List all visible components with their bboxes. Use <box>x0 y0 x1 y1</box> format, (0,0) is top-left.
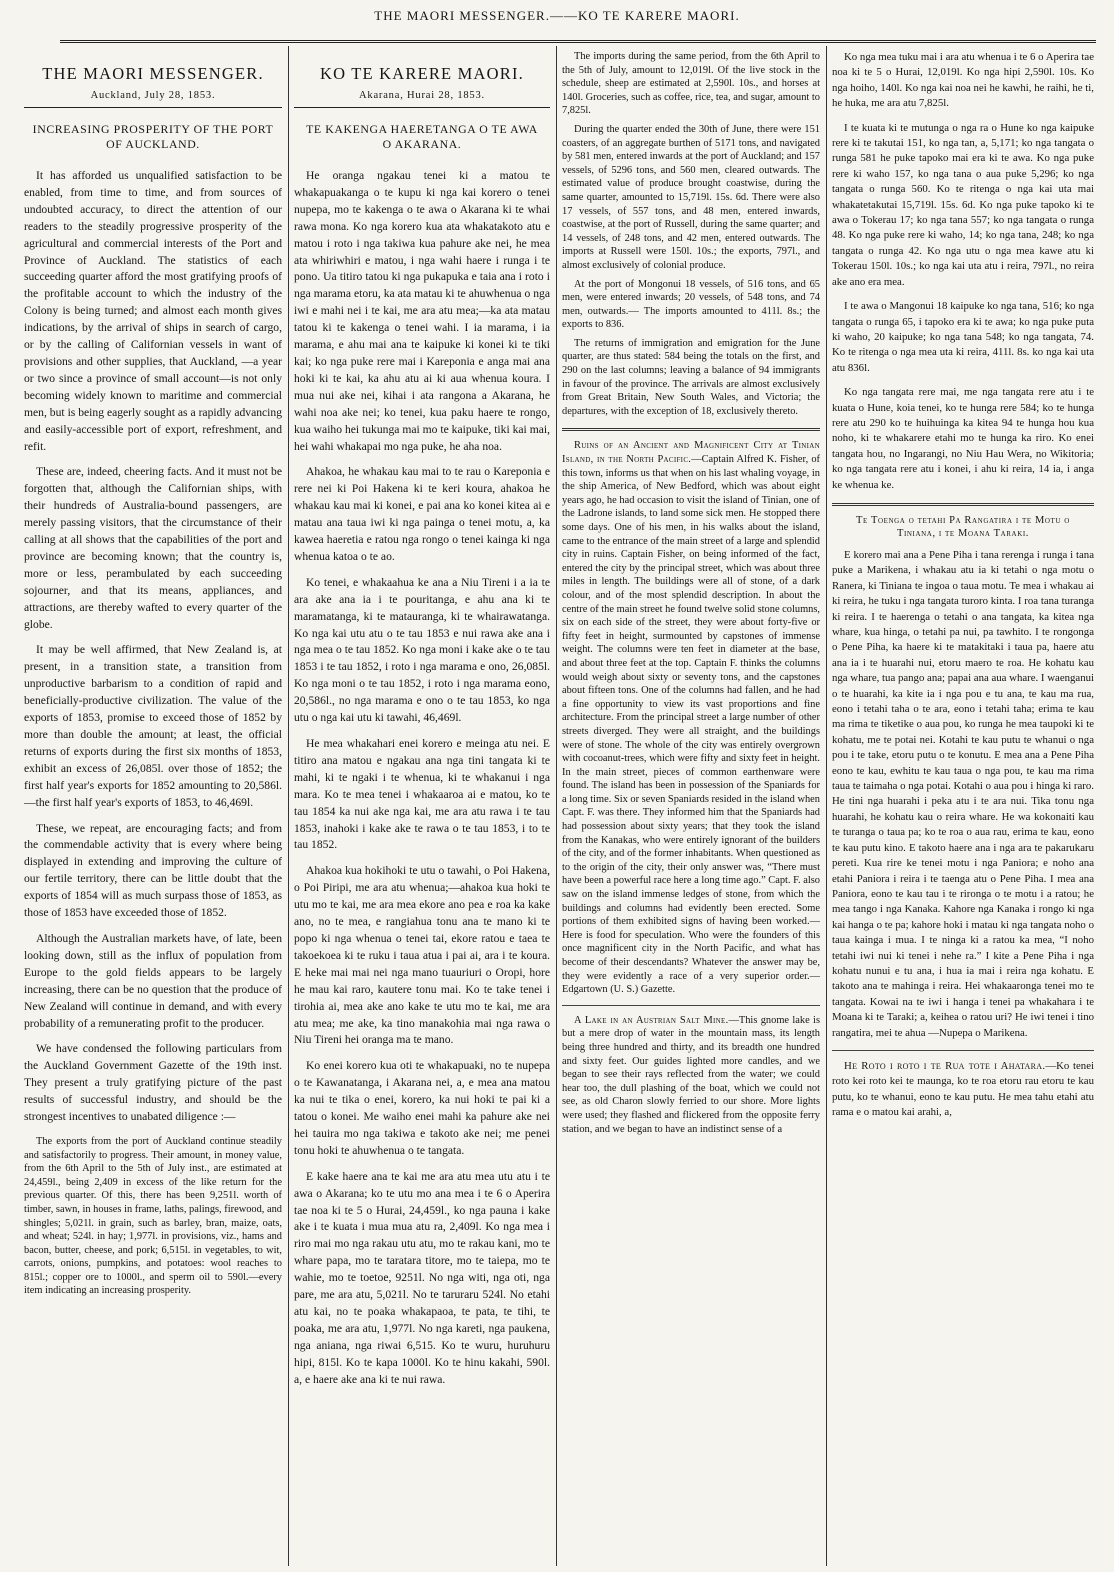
column-rule <box>288 46 289 1566</box>
article-paragraph: These are, indeed, cheering facts. And it must not be forgotten that, although the Californian ships, with their hundreds of Australia-bound passengers, are merely passing visitors, that the circumstance of their calling at all shows that the capabilities of the port and province are becoming known; that the country is, more or less, perambulated by each succeeding sojourner, and that its means, appliances, and attractions, are thereby wafted to every quarter of the globe. <box>24 465 282 631</box>
top-rule <box>60 40 1096 43</box>
gazette-paragraph: The imports during the same period, from the 6th April to the 5th of July, amount to 12,019l. Of the live stock in the schedule, sheep are estimated at 2,590l. 10s., and horses at 140l. Groceries, such as coffee, rice, tea, and sugar, amount to 7,825l. <box>562 51 820 117</box>
ruins-article <box>562 439 820 996</box>
article-paragraph: It may be well affirmed, that New Zealand is, at present, in a transition state, a transition from unproductive barbarism to a condition of rapid and beneficially-productive civilization. The value of the exports of 1853, promise to exceed those of 1852 by more than double the amount; at least, the official returns of exports during the first six months of 1853, exhibit an excess of 26,085l. over those of 1852; the first half year's exports for 1852 amounting to 20,586l. —the first half year's exports of 1853, to 46,469l. <box>24 643 282 809</box>
item-divider <box>562 1005 820 1006</box>
gazette-paragraph: The exports from the port of Auckland continue steadily and satisfactorily to progress. Their amount, in money value, from the 6th April to the 5th of July inst., are estimated at 24,459l., being 2,409 in excess of the like return for the previous quarter. Of this, there has been 9,251l. worth of timber, sawn, in houses in frame, laths, palings, firewood, and shingles; 5,021l. in grain, such as barley, bran, maize, oats, and wheat; 524l. in hay; 1,977l. in provisions, viz., hams and bacon, butter, cheese, and pork; 6,515l. in vegetables, to wit, carrots, onions, pumpkins, and potatoes: wool reaches to 815l.; copper ore to 1000l., and sperm oil to 590l.—every item indicating an increasing prosperity. <box>24 1135 282 1297</box>
maori-ruins-text: E korero mai ana a Pene Piha i tana rerenga i runga i tana puke a Marikena, i whakau atu ia ki tetahi o nga motu o Ranera, ki Tiniana te ingoa o taua motu. Te mea i whakau ai ki reira, he tuku i nga tangata turoro kinta. I roa tana turanga ki reira. I te haerenga o tetahi o ana tangata, ka kitea nga whare, kua hinga, o tetahi pa nui, pa tawhito. I te rongonga o Pene Piha, ka haere ki te matakitaki i taua pa, haere atu ana ia i te huarahi nui, etoru maero te roa. He kohatu kau nga whare, tua pango ana; papai ana aua whare. I waenganui o te huarahi, ka kite ia i nga pou e tu ana, te kau ma rua, eono i tetahi taha o te ara, eono i tetahi taha; erima te kau ma rima te tiketike o aua pou, ko runga he mea taupoki ki te kohatu, me te potai nei. Kotahi te kau putu te whanui o nga pou i te take, etoru putu o te konutu. E mea ana a Pene Piha eono te kau, ewhitu te kau taua o nga pou, te kau ma rima taua te taimaha o nga potai. Kotahi o aua pou i hinga ki raro. He tini nga huarahi i peka atu i te ara nui. Tika tonu nga huarahi, he kohatu kau o reira whare. He wa kokonaiti kau te turanga o taua pa; ko te roa o aua rau, erima te kau, eono te kau putu kino. E takoto haere ana i nga ara te pakarukaru pereti. Kua rire ke tenei motu i nga Paniora; e noho ana etahi Paniora i reira i te taenga atu o Pene Piha. I mea ana Paniora, eono te kau tau i te rironga o te motu i a ratou; he mea tango i nga Kanaka. Kahore nga Kanaka i rongo ki nga kai hanga o te pa; kahore hoki i matau ki nga tangata noho o taua kainga i mua. I te ninga ki a ratou ka mea, “I noho tetahi iwi nui ki tenei i nehe ra.” I kite a Pene Piha i nga kohatu nunui e tu ana, i hua ia mai i reira nga kohatu. E takoto ana te mahinga i reira. Hei whakaaronga tenei mo te tangata. Kowai na te iwi i hanga i tenei pa whakahara i te Moana ki te Taraki; a, keihea o ratou uri? He iwi tenei i tino rangatira, mei te ahua —Nupepa o Marikena. <box>832 548 1094 1039</box>
maori-lake-text: —Ko tenei roto kei roto kei te maunga, ko te roa etoru rau etoru te kau putu, ko te whanui, eono te kau putu. He mea tahu etahi atu rama e o matou kai arahi, a, <box>832 1059 1094 1119</box>
maori-lake-title: He Roto i roto i te Rua tote i Ahatara. <box>844 1059 1046 1072</box>
section-separator <box>562 428 820 431</box>
english-news-column <box>562 50 820 1564</box>
maori-lake-article <box>832 1059 1094 1121</box>
article-paragraph: He oranga ngakau tenei ki a matou te whakapuakanga o te kupu ki nga kai korero o tenei nupepa, mo te kakenga o te awa o Akarana ki te whai rawa mona. Ko nga korero kua ata whakatakoto atu e matou i roto i nga takiwa kua pahure ake nei, he mea ata whiriwhiri e matou, i nga wahi haere i runga i te pono. Ua titiro tatou ki nga pukapuka e taia ana i roto i nga marama etoru, ka ata matau ki te ahuwhenua o nga iwi e mahi nei i te kai, me ara atu mea;—ka ata matau tatou ki te kakenga o tenei wahi. I ia marama, i ia marama, e ahu mai ana te kaipuke ki konei ki te tiki kai; ko nga puke rere mai i Kareponia e anga mai ana hoki ki te kai, ka ahu atu ai ki aua whenua koura. I mua nui ake nei, kihai i ata rangona a Akarana, he wahi noa ake nei; ko tenei, kua paku haere te rongo, kua waiho hei tukunga mai mo te kaipuke, tiki kai mai, hei wahi whakapai mo nga puke, he aha noa. <box>294 169 550 453</box>
article-paragraph: E kake haere ana te kai me ara atu mea utu atu i te awa o Akarana; ko te utu mo ana mea i te 6 o Aperira tae noa ki te 5 o Hurai, 24,459l., ko nga pauna i kake ake i te kuata i mua mua atu ra, 2,409l. Ko nga mea i riro mai mo nga rakau utu atu, mo te rakau kani, mo te whare papa, mo te taratara titore, mo te taiepa, mo te wahie, mo te toetoe, 9251l. No nga witi, nga oti, nga pare, me ara atu, 5,021l. No te taruraru 524l. No etahi atu kai, no te poaka whakapaoa, te pata, te tihi, te poaka, me ara atu, 1,977l. No nga kareti, nga paukena, nga aniana, nga riwai 6,515. Ko te wuru, huruhuru hipi, 815l. Ko te kapa 1000l. Ko te hinu kakahi, 590l. a, e haere ake ana ki te nui rawa. <box>294 1169 550 1386</box>
article-paragraph: Although the Australian markets have, of late, been looking down, still as the influx of population from Europe to the gold fields appears to be largely increasing, there can be no question that the produce of New Zealand will continue in demand, and with every probability of a remunerating profit to the producer. <box>24 931 282 1030</box>
article-paragraph: Ahakoa kua hokihoki te utu o tawahi, o Poi Hakena, o Poi Piripi, me ara atu whenua;—ahakoa kua hoki te utu mo te kai, me ara mea ekore ano pea e roa ka kake ano, no te mea, e rangiahua tonu ana te mano ki te popo ki nga whenua o tenei tai, ekore ratou e taea te takoekoea ki te ruku i taua atua i pai ai, ara i te koura. E heke mai mai nei nga mano tuauriuri o Oropi, hore he mau kai raro, kautere tonu mai. Ko te take tenei i tirohia ai, mea ake ano kake te utu mo te kai, me ara atu mea; me ake, ka tino manakohia mai nga rawa o Niu Tireni hei oranga ma te mano. <box>294 864 550 1047</box>
salt-mine-article <box>562 1014 820 1136</box>
item-divider <box>832 1050 1094 1051</box>
article-paragraph: He mea whakahari enei korero e meinga atu nei. E titiro ana matou e ngakau ana nga tini tangata ki te mahi, ki te ngaki i te whenua, ki te whakanui i nga mara. Ko te mea tenei i whakaaroa ai e matou, ko te tau 1854 ka nui ake nga kai, me ara atu rawa i te tau 1853, inahoki i kake ake te rawa o te tau 1853, i to te tau 1852. <box>294 737 550 852</box>
ruins-text: —Captain Alfred K. Fisher, of this town, informs us that when on his last whaling voyage, in the ship America, of New Bedford, which was about eight years ago, he had occasion to visit the island of Tinian, one of the Ladrone islands, to land some sick men. He stopped there some days. One of his men, in his walks about the island, came to the entrance of the main street of a large and splendid city in ruins. Captain Fisher, on being informed of the fact, entered the city by the principal street, which was about three miles in length. The buildings were all of stone, of a dark colour, and of the most splendid description. In about the centre of the main street he found twelve solid stone columns, six on each side of the street, they were about forty-five or fifty feet in height, surmounted by capstones of immense weight. The columns were ten feet in diameter at the base, and about three feet at the top. Captain F. thinks the columns would weigh about sixty or seventy tons, and the capstones about fifteen tons. One of the columns had fallen, and he had a fine opportunity to view its vast proportions and fine architecture. From the principal street a large number of other streets diverged. They were all straight, and the buildings were of stone. The whole of the city was entirely overgrown with cocoanut-trees, which were fifty and sixty feet in height. In the main street, pieces of common earthenware were found. The island has been in possession of the Spaniards for a long time. Six or seven Spaniards resided in the island when Capt. F. was there. They informed him that the Spaniards had had possession about sixty years; that they took the island from the Kanakas, who were entirely ignorant of the builders of the city, and of the former inhabitants. When questioned as to the origin of the city, their only answer was, “There must have been a powerful race here a long time ago.” Capt. F. also saw on the island immense ledges of stone, from which the buildings and columns had evidently been erected. Some portions of them exhibited signs of having been worked.—Here is food for speculation. Who were the founders of this once magnificent city in the North Pacific, and what has become of their descendants? Whatever the answer may be, they were evidently a race of a very superior order.—Edgartown (U. S.) Gazette. <box>562 454 820 996</box>
article-paragraph: These, we repeat, are encouraging facts; and from the commendable activity that is every where being displayed in extending and improving the culture of our fertile territory, there can be little doubt that the exports of 1854 will as much surpass those of 1853, as those of 1853 have exceeded those of 1852. <box>24 821 282 920</box>
gazette-paragraph: During the quarter ended the 30th of June, there were 151 coasters, of an aggregate burthen of 5171 tons, and navigated by 581 men, entered inwards at the port of Auckland; and 157 vessels, of 5296 tons, and 560 men, cleared outwards. The estimated value of produce brought coastwise, during the same quarter, amounted to 15,719l. 15s. 6d. There were also 17 vessels, of 557 tons, and 48 men, entered inwards, coastwise, at the port of Russell, during the same quarter; and 14 vessels, of 248 tons, and 42 men, entered outwards. The imports at Russell were 150l. 10s.; the exports, 797l., and almost exclusively of colonial produce. <box>562 123 820 271</box>
article-paragraph: Ko tenei, e whakaahua ke ana a Niu Tireni i a ia te ara ake ana ia i te pouritanga, e ahu ana ki te maramatanga, ki te matauranga, ki te whairawatanga. Ko nga kai utu atu o te tau 1853 e nui rawa ake ana i nga mea o te tau 1852. Ko nga moni i kake ake o te tau 1853 i te tau 1852, i roto i nga marama e ono, 26,085l. Ko nga moni o te tau 1852, i roto i nga marama eono, 20,586l., no nga marama e ono o te tau 1853, ko nga utu o nga kai utu ki tawahi, 46,469l. <box>294 575 550 725</box>
salt-mine-title: A Lake in an Austrian Salt Mine. <box>574 1014 729 1026</box>
english-column <box>24 50 282 1564</box>
article-paragraph: I te awa o Mangonui 18 kaipuke ko nga tana, 516; ko nga tangata o runga 65, i tapoko era ki te awa; ko nga puke puta ki waho, 20 kaipuke; ko nga tana 548; ko nga tangata, 74. Ko te ritenga o nga mea uta ki reira, 411l. 8s. ko nga kai uta atu 836l. <box>832 300 1094 374</box>
gazette-extract <box>24 1135 282 1298</box>
english-masthead: THE MAORI MESSENGER. <box>42 64 264 83</box>
running-head: THE MAORI MESSENGER.——KO TE KARERE MAORI. <box>374 8 740 23</box>
ruins-title: Ruins of an Ancient and Magnificent City at Tinian Island, in the North Pacific. <box>562 440 820 466</box>
column-rule <box>826 46 827 1566</box>
article-paragraph: Ko nga mea tuku mai i ara atu whenua i te 6 o Aperira tae noa ki te 5 o Hurai, 12,019l. Ko nga hipi 2,590l. 10s. Ko nga hoiho, 140l. Ko nga kai noa nei he kawhi, he raihi, he ti, he huka, me ara atu 7,825l. <box>832 51 1094 110</box>
gazette-paragraph: The returns of immigration and emigration for the June quarter, are thus stated: 584 being the totals on the first, and 290 on the last columns; leaving a balance of 94 immigrants in favour of the province. The arrivals are almost exclusively from Great Britain, New South Wales, and Victoria; the departures, with the exception of 18, exclusively thereto. <box>562 337 820 417</box>
english-dateline: Auckland, July 28, 1853. <box>24 90 282 108</box>
maori-news-column <box>832 50 1094 1564</box>
article-paragraph: It has afforded us unqualified satisfaction to be enabled, from time to time, and from sources of undoubted accuracy, to direct the attention of our readers to the steadily progressive prosperity of the agricultural and commercial interests of the Port and Province of Auckland. The statistics of each succeeding quarter afford the most gratifying proofs of the profitable account to which the industry of the Colony is being turned; and almost each month gives indications, by the arrival of ships in search of cargo, or by the calling of Californian vessels in want of provisions and other supplies, that Auckland, —a year or two since a province of small account—is not only becoming widely known to maritime and commercial men, but is being eagerly sought as a rapidly advancing and easily-accessible port of export, refreshment, and refit. <box>24 169 282 453</box>
article-paragraph: I te kuata ki te mutunga o nga ra o Hune ko nga kaipuke rere ki te takutai 151, ko nga tan, a, 5,171; ko nga tangata o runga 581 he puke tapoko mai era ki te awa. Ko nga puke rere ki waho 157, ko nga tana o aua puke 5,296; ko nga tangata o runga 560. Ko te ritenga o nga kai uta mai whakatetakutai 15,719l. 15s. 6d. Ko nga puke tapoko ki te awa o Tokerau 17; ko nga tana 557; ko nga tangata o runga 48. Ko nga puke rere ki waho, 14; ko nga tana, 248; ko nga tangata o runga 42. Ko nga utu o nga mea kawe atu ki Tokerau 150l. 10s.; ko nga kai uta atu i reira, 797l., no reira ake ano era mea. <box>832 121 1094 288</box>
maori-masthead: KO TE KARERE MAORI. <box>320 64 524 83</box>
maori-continuation <box>832 50 1094 1121</box>
gazette-paragraph: At the port of Mongonui 18 vessels, of 516 tons, and 65 men, were entered inwards; 20 vessels, of 548 tons, and 74 men, outwards.— The imports amounted to 411l. 8s.; the exports to 836. <box>562 278 820 331</box>
maori-column <box>294 50 550 1564</box>
salt-mine-text: —This gnome lake is but a mere drop of water in the mountain mass, its length being three hundred and thirty, and its breadth one hundred and sixty feet. Our guides lighted more candles, and we began to see their rays reflected from the water; we could hear too, the dull plashing of the boat, which we could not see, as old Charon slowly ferried to our shore. More lights were used; they flashed and flickered from the opposite ferry station, and we began to have an indistinct sense of a <box>562 1014 820 1135</box>
english-headline: INCREASING PROSPERITY OF THE PORT OF AUCKLAND. <box>32 122 274 151</box>
gazette-continuation <box>562 50 820 1136</box>
article-paragraph: Ahakoa, he whakau kau mai to te rau o Kareponia e rere nei ki Poi Hakena ki te keri koura, ahakoa he whakau kau mai ki konei, e pai ana ko konei kitea ai e matau ana taua iwi ki nga painga o tenei motu, a, ka kawea haeretia e ratou nga rongo o tenei kainga ki nga whenua katoa o te ao. <box>294 465 550 563</box>
article-paragraph: We have condensed the following particulars from the Auckland Government Gazette of the 19th inst. They present a truly gratifying picture of the past results of successful industry, and should be the strongest incentives to unabated diligence :— <box>24 1042 282 1124</box>
section-separator <box>832 503 1094 506</box>
article-paragraph: Ko enei korero kua oti te whakapuaki, no te nupepa o te Kawanatanga, i Akarana nei, a, e mea ana matou ka nui te tika o enei, korero, ka nui hoki te pai ki a tatou o konei. Me waiho enei mahi ka pahure ake nei hei tauira mo nga takiwa e takoto ake nei; me penei tonu hoki te ahuwhenua o te tangata. <box>294 1059 550 1157</box>
maori-dateline: Akarana, Hurai 28, 1853. <box>294 90 550 108</box>
column-rule <box>556 46 557 1566</box>
maori-headline: TE KAKENGA HAERETANGA O TE AWA O AKARANA. <box>306 122 538 151</box>
maori-ruins-title: Te Toenga o tetahi Pa Rangatira i te Motu o Tiniana, i te Moana Taraki. <box>856 514 1070 539</box>
article-paragraph: Ko nga tangata rere mai, me nga tangata rere atu i te kuata o Hune, koia tenei, ko te hunga rere 584; ko te hunga rere atu 290 ko te huihuinga ka kitea 94 te hunga hou kua noho, ki te whakarere etahi mo te hunga ka riro. Ko enei tangata hou, no Ingarangi, no Niu Hau Wera, no Wikitoria; ko nga tangata rere atu i konei, i ahu ki reira, 14 ia, i anga ke whenua ke. <box>832 386 1094 491</box>
